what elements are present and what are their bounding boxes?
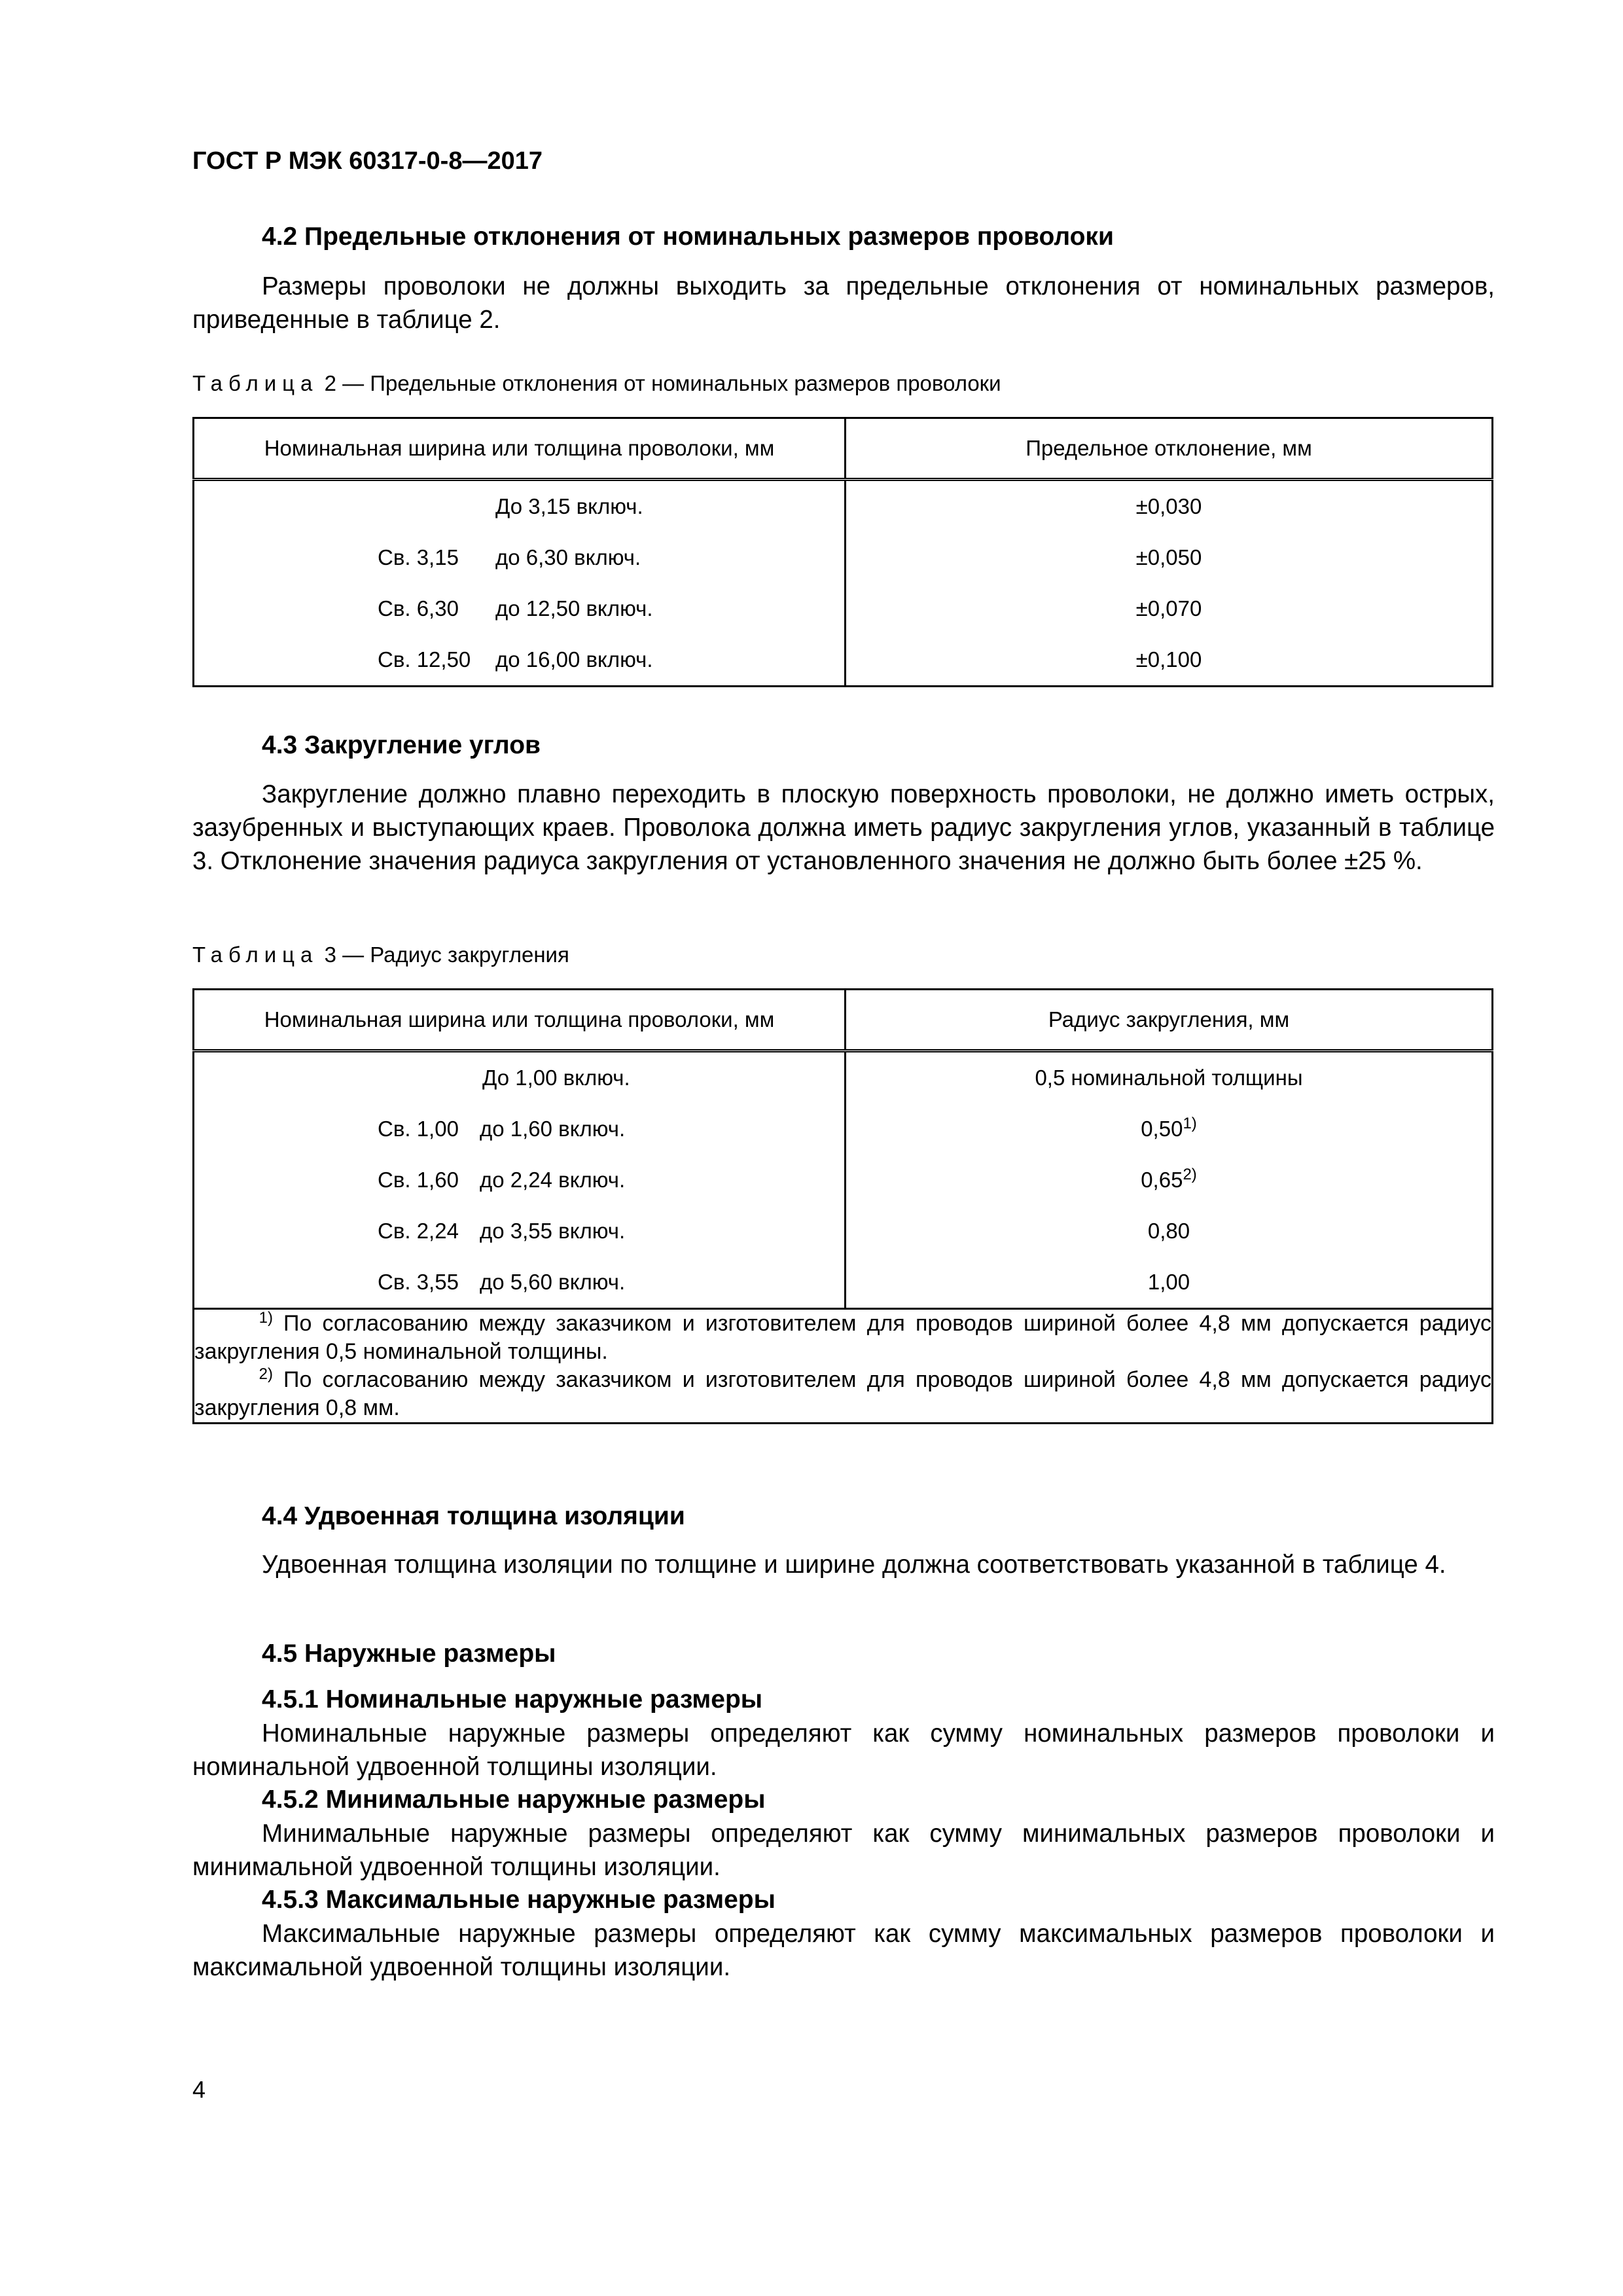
table3-header-width: Номинальная ширина или толщина проволоки, мм	[194, 990, 846, 1051]
table3-row1-value: 0,5 номинальной толщины	[1035, 1066, 1303, 1090]
section-4-2-text	[192, 270, 1495, 336]
table2-row4-range-from: Св. 12,50	[378, 647, 471, 672]
table2-caption-word: Таблица	[192, 371, 319, 395]
table2-row2-range-from: Св. 3,15	[378, 545, 459, 569]
table3-row2-range-to: до 1,60 включ.	[480, 1117, 626, 1141]
section-4-4-text	[192, 1548, 1495, 1581]
footnote-1-mark: 1)	[259, 1309, 273, 1327]
table2-row2-value: ±0,050	[1135, 545, 1202, 569]
table3-row1-range-to: До 1,00 включ.	[482, 1066, 630, 1090]
table3-row3-value: 0,65	[1141, 1168, 1183, 1192]
table3-row2-value-cell	[846, 1103, 1493, 1155]
section-4-5-3-text	[192, 1917, 1495, 1984]
section-4-5-heading: 4.5 Наружные размеры	[262, 1640, 556, 1668]
section-4-5-2-text-content: Минимальные наружные размеры определяют как сумму минимальных размеров проволоки и минимальной удвоенной толщины изоляции.	[192, 1820, 1495, 1881]
table3-row2-range-from: Св. 1,00	[378, 1117, 459, 1141]
section-4-4-text-content: Удвоенная толщина изоляции по толщине и ширине должна соответствовать указанной в таблице 4.	[262, 1551, 1446, 1579]
table3-row2-footnote-mark: 1)	[1183, 1115, 1197, 1132]
table-row	[194, 634, 1493, 687]
table-row	[194, 1257, 1493, 1309]
table2-row2-range-to: до 6,30 включ.	[495, 545, 641, 569]
table3-row3-footnote-mark: 2)	[1183, 1166, 1197, 1183]
section-4-3-heading: 4.3 Закругление углов	[262, 731, 541, 759]
section-4-3-text-content: Закругление должно плавно переходить в плоскую поверхность проволоки, не должно иметь острых, зазубренных и выступающих краев. Проволока должна иметь радиус закругления углов, указанный в таблице 3. Отклонение значения радиуса закругления от установленного значения не должно быть более ±25 %.	[192, 780, 1495, 875]
table3-row3-range-to: до 2,24 включ.	[480, 1168, 626, 1192]
table-row	[194, 1103, 1493, 1155]
table3	[192, 988, 1493, 1424]
table3-row3-range-from: Св. 1,60	[378, 1168, 459, 1192]
section-4-2-text-content: Размеры проволоки не должны выходить за предельные отклонения от номинальных размеров, приведенные в таблице 2.	[192, 272, 1495, 334]
section-4-5-3-text-content: Максимальные наружные размеры определяют как сумму максимальных размеров проволоки и максимальной удвоенной толщины изоляции.	[192, 1920, 1495, 1981]
section-4-5-2-text	[192, 1817, 1495, 1884]
table-row	[194, 1206, 1493, 1257]
table3-caption	[192, 942, 569, 967]
document-header: ГОСТ Р МЭК 60317-0-8—2017	[192, 147, 543, 175]
table2-header-deviation: Предельное отклонение, мм	[846, 418, 1493, 480]
footnote-2-text: По согласованию между заказчиком и изготовителем для проводов шириной более 4,8 мм допускается радиус закругления 0,8 мм.	[194, 1367, 1491, 1420]
table2-row1-range-to: До 3,15 включ.	[495, 494, 643, 518]
table-row	[194, 480, 1493, 533]
section-4-2-heading: 4.2 Предельные отклонения от номинальных размеров проволоки	[262, 223, 1114, 251]
table2-header-width: Номинальная ширина или толщина проволоки, мм	[194, 418, 846, 480]
footnote-2-mark: 2)	[259, 1365, 273, 1383]
table2-row4-range-to: до 16,00 включ.	[495, 647, 653, 672]
table3-row5-range-from: Св. 3,55	[378, 1270, 459, 1294]
table2-row1-value: ±0,030	[1135, 494, 1202, 518]
table-row	[194, 583, 1493, 634]
table3-row2-value: 0,50	[1141, 1117, 1183, 1141]
table2-row4-value: ±0,100	[1135, 647, 1202, 672]
section-4-5-1-heading: 4.5.1 Номинальные наружные размеры	[262, 1685, 763, 1713]
section-4-5-1-text	[192, 1717, 1495, 1784]
table3-row5-value: 1,00	[1147, 1270, 1190, 1294]
table3-caption-word: Таблица	[192, 942, 319, 967]
table3-row4-value: 0,80	[1147, 1219, 1190, 1243]
section-4-5-2-heading: 4.5.2 Минимальные наружные размеры	[262, 1785, 766, 1814]
table-row	[194, 532, 1493, 583]
table3-caption-rest: 3 — Радиус закругления	[324, 942, 569, 967]
table3-row4-range-from: Св. 2,24	[378, 1219, 459, 1243]
footnote-1-text: По согласованию между заказчиком и изготовителем для проводов шириной более 4,8 мм допускается радиус закругления 0,5 номинальной толщины.	[194, 1311, 1491, 1364]
table3-row4-range-to: до 3,55 включ.	[480, 1219, 626, 1243]
table3-footnote-2	[194, 1366, 1491, 1422]
table-row	[194, 1155, 1493, 1206]
table3-row3-value-cell	[846, 1155, 1493, 1206]
table3-footnotes	[194, 1309, 1493, 1424]
section-4-4-heading: 4.4 Удвоенная толщина изоляции	[262, 1502, 685, 1530]
table-row	[194, 1051, 1493, 1104]
table3-row5-range-to: до 5,60 включ.	[480, 1270, 626, 1294]
table2-row3-range-from: Св. 6,30	[378, 596, 459, 620]
section-4-5-1-text-content: Номинальные наружные размеры определяют как сумму номинальных размеров проволоки и номинальной удвоенной толщины изоляции.	[192, 1719, 1495, 1781]
table2-row3-value: ±0,070	[1135, 596, 1202, 620]
page-number: 4	[192, 2076, 206, 2103]
table3-footnote-1	[194, 1310, 1491, 1366]
section-4-3-text	[192, 778, 1495, 878]
table2-caption-rest: 2 — Предельные отклонения от номинальных размеров проволоки	[324, 371, 1001, 395]
section-4-5-3-heading: 4.5.3 Максимальные наружные размеры	[262, 1886, 776, 1914]
table2	[192, 417, 1493, 687]
table2-caption	[192, 371, 1001, 396]
table2-row3-range-to: до 12,50 включ.	[495, 596, 653, 620]
table3-header-radius: Радиус закругления, мм	[846, 990, 1493, 1051]
